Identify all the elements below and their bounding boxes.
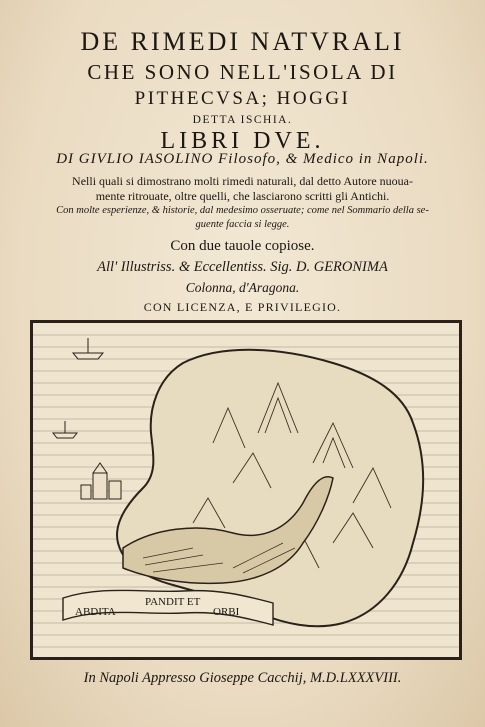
banner-text-2: ABDITA (75, 606, 116, 618)
title-line-1: DE RIMEDI NATVRALI (80, 27, 405, 56)
author-line: DI GIVLIO IASOLINO Filosofo, & Medico in Napoli. (56, 151, 429, 167)
ships (53, 338, 103, 438)
title-line-5: LIBRI DVE. (160, 128, 325, 154)
description-line-3: Con molte esperienze, & historie, dal medesimo osseruate; come nel Sommario della se- (56, 205, 429, 216)
description-line-4: guente faccia si legge. (195, 219, 290, 230)
woodcut-illustration (33, 323, 459, 657)
imprint-line: In Napoli Appresso Gioseppe Cacchij, M.D.LXXXVIII. (83, 670, 402, 686)
description-line-1: Nelli quali si dimostrano molti rimedi naturali, dal detto Autore nuoua- (72, 174, 413, 188)
title-line-4: DETTA ISCHIA. (192, 114, 293, 126)
title-line-2: CHE SONO NELL'ISOLA DI (87, 60, 398, 84)
dedication-line-1: All' Illustriss. & Eccellentiss. Sig. D. GERONIMA (97, 259, 388, 275)
castle-town (81, 463, 121, 499)
island-landmass (117, 350, 423, 626)
woodcut-map-ischia (30, 320, 462, 660)
banner-text-1: PANDIT ET (145, 596, 201, 608)
title-line-3: PITHECVSA; HOGGI (134, 88, 351, 109)
license-line: CON LICENZA, E PRIVILEGIO. (143, 300, 342, 314)
tables-line: Con due tauole copiose. (170, 238, 315, 254)
banner-text-3: ORBI (213, 606, 240, 618)
description-line-2: mente ritrouate, oltre quelli, che lasciarono scritti gli Antichi. (95, 189, 390, 203)
dedication-line-2: Colonna, d'Aragona. (185, 280, 300, 295)
